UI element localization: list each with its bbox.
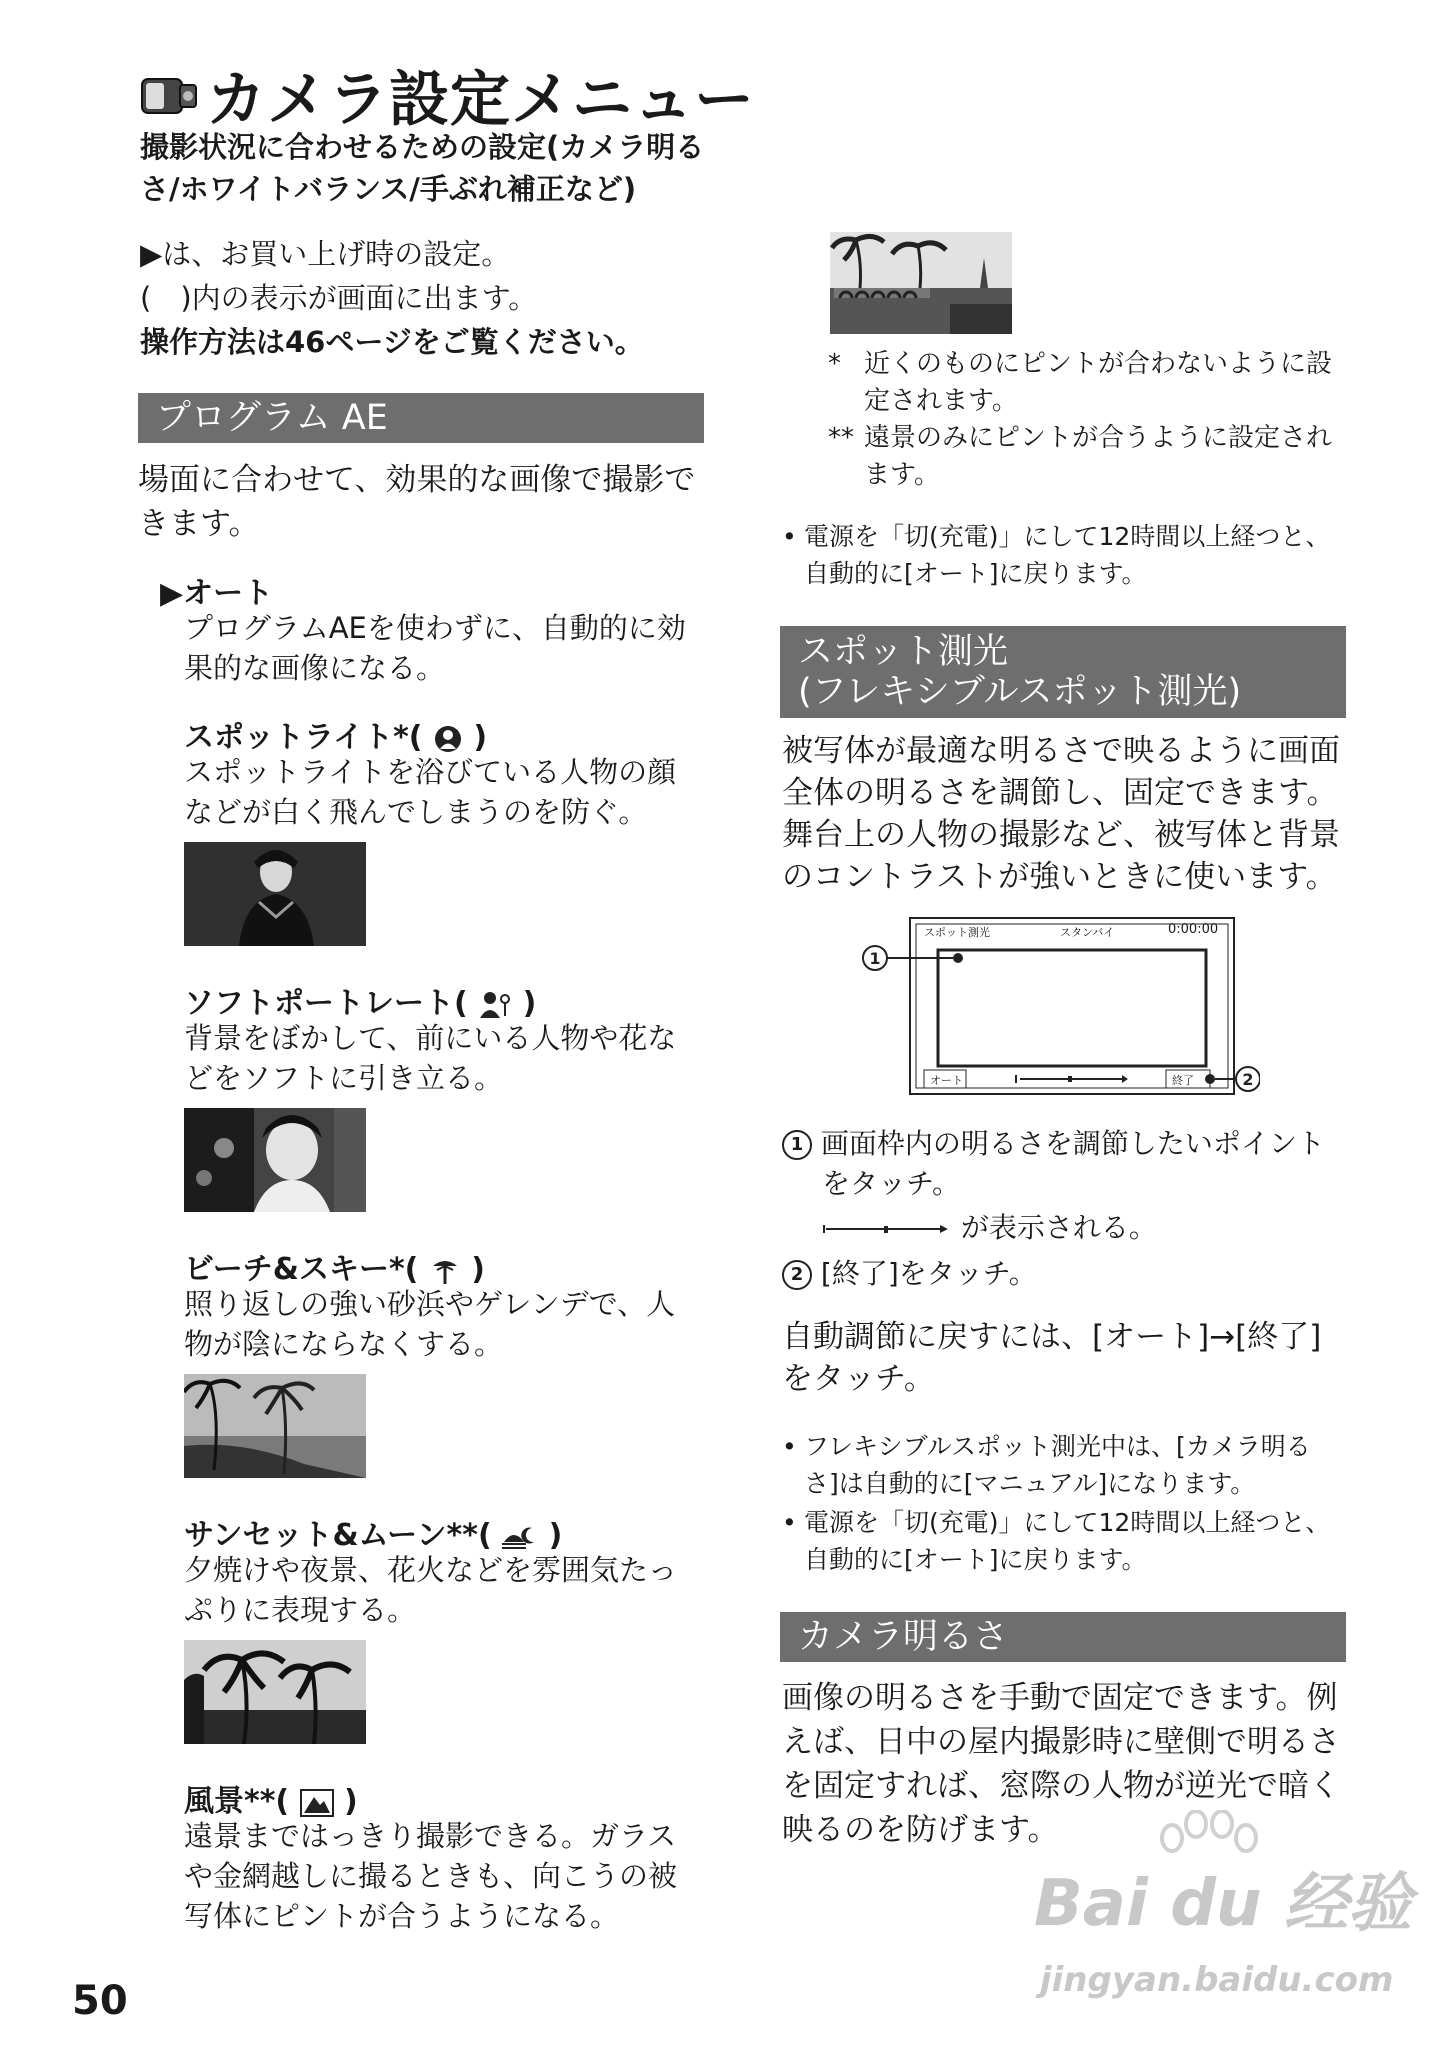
spotlight-photo: [184, 842, 366, 946]
beach-ski-icon: [429, 1256, 461, 1286]
program-ae-bullet: • 電源を「切(充電)」にして12時間以上経つと、自動的に[オート]に戻ります。: [782, 522, 1331, 588]
sunset-moon-icon: [502, 1522, 538, 1552]
item-beach-ski-head: ビーチ&スキー*( ): [184, 1252, 485, 1287]
step-2: 2 [終了]をタッチ。: [782, 1254, 1037, 1294]
svg-text:2: 2: [1242, 1070, 1254, 1089]
screen-time: 0:00:00: [1168, 922, 1219, 937]
program-ae-intro: 場面に合わせて、効果的な画像で撮影できます。: [138, 462, 696, 542]
watermark-logo: Bai du 经验: [1034, 1867, 1412, 1941]
item-spotlight-head: スポットライト*( ): [184, 720, 488, 755]
footnote-1: * 近くのものにピントが合わないように設定されます。: [828, 349, 1333, 416]
landscape-icon: [300, 1789, 334, 1817]
item-auto-head: ▶オート: [160, 576, 274, 611]
section-heading-camera-brightness: カメラ明るさ: [780, 1612, 1346, 1662]
landscape-photo: [830, 232, 1012, 334]
step-1: 1 画面枠内の明るさを調節したいポイント をタッチ。 が表示される。: [782, 1124, 1346, 1248]
item-spotlight-desc: スポットライトを浴びている人物の顔などが白く飛んでしまうのを防ぐ。: [184, 755, 677, 829]
item-landscape-desc: 遠景まではっきり撮影できる。ガラスや金網越しに撮るときも、向こうの被写体にピントが合うようになる。: [184, 1819, 678, 1933]
portrait-icon: [478, 990, 512, 1020]
page-number: 50: [72, 1978, 128, 2024]
screen-auto-button[interactable]: オート: [930, 1074, 963, 1087]
item-sunset-moon-head: サンセット&ムーン**( ): [184, 1518, 563, 1553]
screen-label: スポット測光: [924, 926, 990, 939]
screen-status: スタンバイ: [1060, 926, 1115, 939]
step-1-marker: 1: [782, 1130, 812, 1160]
note-default: ▶は、お買い上げ時の設定。: [140, 237, 511, 271]
camera-brightness-intro: 画像の明るさを手動で固定できます。例えば、日中の屋内撮影時に壁側で明るさを固定すれば、窓際の人物が逆光で暗く映るのを防げます。: [782, 1680, 1340, 1848]
subtitle: 撮影状況に合わせるための設定(カメラ明るさ/ホワイトバランス/手ぶれ補正など): [140, 130, 705, 206]
step-2-marker: 2: [782, 1260, 812, 1290]
item-soft-portrait-head: ソフトポートレート( ): [184, 986, 537, 1021]
section-heading-spot-meter: スポット測光 (フレキシブルスポット測光): [780, 626, 1346, 718]
note-display: ( )内の表示が画面に出ます。: [140, 281, 538, 315]
item-landscape-head: 風景**( ): [184, 1784, 358, 1819]
item-beach-ski-desc: 照り返しの強い砂浜やゲレンデで、人物が陰にならなくする。: [184, 1287, 676, 1361]
item-auto-desc: プログラムAEを使わずに、自動的に効果的な画像になる。: [184, 611, 686, 685]
sunset-photo: [184, 1640, 366, 1744]
screen-end-button[interactable]: 終了: [1172, 1074, 1194, 1087]
watermark-url: jingyan.baidu.com: [1040, 1960, 1394, 2000]
spot-meter-bullet-2: • 電源を「切(充電)」にして12時間以上経つと、自動的に[オート]に戻ります。: [782, 1508, 1331, 1574]
spot-meter-return: 自動調節に戻すには、[オート]→[終了]をタッチ。: [782, 1319, 1322, 1397]
beach-photo: [184, 1374, 366, 1478]
note-operation: 操作方法は46ページをご覧ください。: [140, 325, 644, 359]
spotlight-icon: [433, 724, 463, 754]
slider-bar-icon: [822, 1222, 952, 1236]
svg-text:1: 1: [869, 949, 881, 968]
footnote-2: ** 遠景のみにピントが合うように設定されます。: [828, 423, 1333, 490]
spot-meter-screen-diagram: [860, 912, 1260, 1102]
spot-meter-intro: 被写体が最適な明るさで映るように画面全体の明るさを調節し、固定できます。舞台上の人物の撮影など、被写体と背景のコントラストが強いときに使います。: [782, 733, 1340, 895]
paw-icon: [1150, 1810, 1260, 1880]
camera-icon: [140, 69, 198, 121]
spot-meter-bullet-1: • フレキシブルスポット測光中は、[カメラ明るさ]は自動的に[マニュアル]になります。: [782, 1432, 1311, 1498]
notes: [140, 232, 644, 364]
title-text: カメラ設定メニュー: [206, 65, 755, 135]
soft-portrait-photo: [184, 1108, 366, 1212]
item-soft-portrait-desc: 背景をぼかして、前にいる人物や花などをソフトに引き立る。: [184, 1021, 677, 1095]
item-sunset-moon-desc: 夕焼けや夜景、花火などを雰囲気たっぷりに表現する。: [184, 1553, 678, 1627]
section-heading-program-ae: プログラム AE: [138, 393, 704, 443]
